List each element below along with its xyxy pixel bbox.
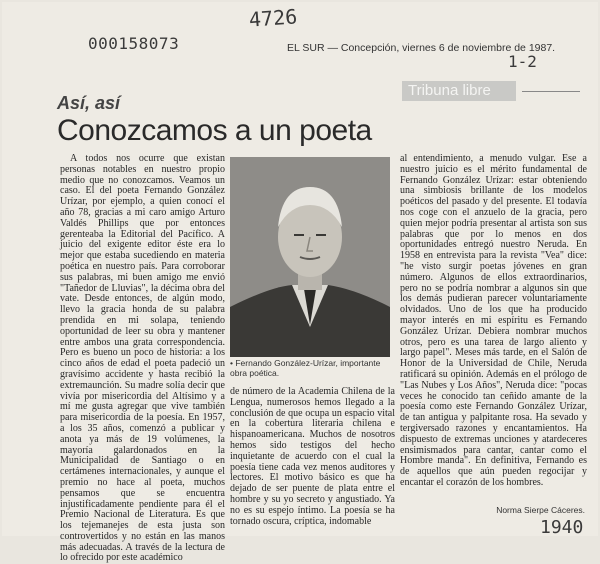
kicker: Así, así <box>57 93 121 113</box>
article-column-3 <box>400 154 587 504</box>
handwritten-year: 1940 <box>540 517 584 538</box>
headline: Conozcamos a un poeta <box>57 114 372 147</box>
article-column-2 <box>230 387 395 527</box>
handwritten-number: 4726 <box>248 4 298 32</box>
newspaper-clipping <box>2 2 598 564</box>
article-paragraph: de número de la Academia Chilena de la Lengua, numerosos hemos llegado a la conclusión de que ocupa un espacio vital en la cobertura literaria chilena e hispanoamericana. Muchos de nosotros hemos sido testigos del hecho inquietante de acuerdo con el cual la poesía tiene cada vez menos auditores y lectores. El motivo básico es que ha dejado de ser puente de plata entre el hombre y su yo secreto y angustiado. Ya no es su espejo íntimo. La poesía se ha tornado oscura, críptica, indomable <box>230 386 395 527</box>
article-paragraph: al entendimiento, a menudo vulgar. Ese a nuestro juicio es el mérito fundamental de Fernando González Urízar: estar obteniendo una simbiosis brillante de los modelos poéticos del pasado y del presente. El todavía nos coge con el anzuelo de la gracia, pero quien mejor podría presentar al artista son sus palabras que por lo menos en dos oportunidades entregó nuestro Neruda. En 1958 en entrevista para la revista "Vea" dice: "he visto surgir poetas jóvenes en gran número. Algunos de ellos extraordinarios, pero no se podría nombrar a algunos sin que los demás pudieran parecer voluntariamente olvidados. Uno de los que ha producido mayor interés en mi espíritu es Fernando González Urízar. Debiera nombrar muchos otros, pero es una tarea de largo aliento y largo papel". Meses más tarde, en el Salón de Honor de la Universidad de Chile, Neruda ratificará su opinión. Además en el prólogo de "Las Nubes y Los Años", Neruda dice: "pocas veces he conocido tan ceñido amante de la poesía como este Fernando González Urízar, de tan antigua y palpitante rosa. Ha sevado y tergiversado razones y encantamientos. Ha dispuesto de extremas unciones y atardeceres ensimismados para cantar, cantar como el Hombre manda". En definitiva, Fernando es de aquellos que aún pueden regocijar y encantar el corazón de los hombres. <box>400 153 587 488</box>
handwritten-page-mark: 1-2 <box>508 52 537 71</box>
article-column-1 <box>60 153 225 564</box>
article-paragraph: A todos nos ocurre que existan personas notables en nuestro propio medio que no conozcamos. Veamos un caso. El del poeta Fernando González Urízar, por ejemplo, a quien conocí el año 78, gracias a mi caro amigo Arturo Valdés Phillips que por entonces gerenteaba la Editorial del Pacífico. A juicio del exigente editor éste era lo mejor que estaba sucediendo en materia poética en nuestro país. Para corroborar sus palabras, mi buen amigo me envió "Tañedor de Lluvias", la décima obra del vate. Desde entonces, de algún modo, llevo la gracia honda de su palabra prendida en mi solapa, teniendo oportunidad de leer su obra y mantener entre ambos una grata correspondencia. Pero es bueno un poco de historia: a los cinco años de edad el poeta padeció un gravísimo accidente y hasta recibió la extremaunción. Su madre solía decir que vivía por misericordia del Altísimo y a mí me gusta agregar que vive también para misericordia de la poesía. En 1957, a los 35 años, comenzó a publicar y anota ya más de 19 volúmenes, la mayoría galardonados en la Municipalidad de Santiago o en certámenes internacionales, y aunque el premio no hace al poeta, muchos pensamos que se encuentra injustificadamente pendiente para él el Premio Nacional de Literatura. Es que los tejemanejes de esta justa son controvertidos y no están en las manos más adecuadas. A través de la lectura de lo ofrecido por este académico <box>60 153 225 564</box>
byline: Norma Sierpe Cáceres. <box>496 505 585 515</box>
section-tag: Tribuna libre <box>402 81 516 101</box>
handwritten-id-code: 000158073 <box>88 34 180 53</box>
portrait-illustration <box>230 157 390 357</box>
masthead: EL SUR — Concepción, viernes 6 de noviembre de 1987. <box>287 42 556 54</box>
photo-caption: • Fernando González-Urízar, importante obra poética. <box>230 358 381 378</box>
divider <box>522 91 580 92</box>
author-photo <box>230 157 390 357</box>
